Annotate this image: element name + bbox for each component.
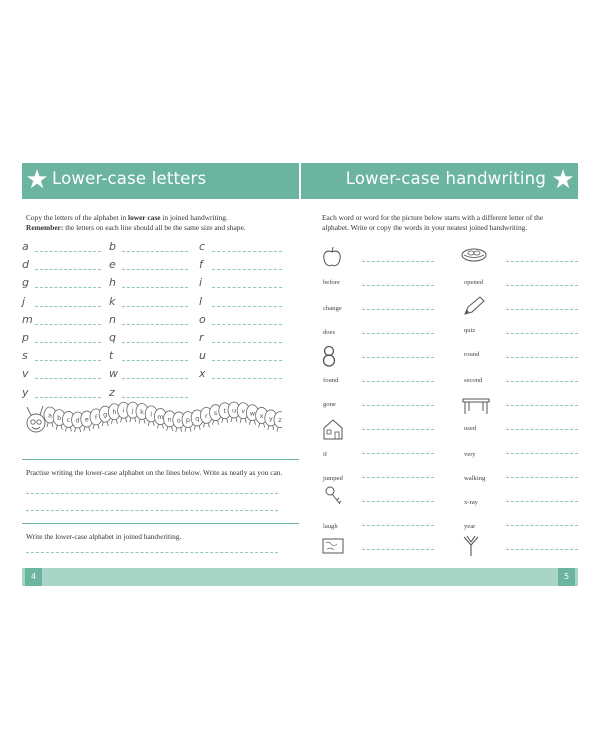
word-label: used bbox=[464, 425, 477, 432]
word-label: found bbox=[323, 377, 339, 384]
writing-line[interactable] bbox=[506, 477, 578, 478]
letter-row-h[interactable] bbox=[109, 275, 193, 289]
writing-line[interactable] bbox=[362, 285, 434, 286]
practise-line[interactable] bbox=[26, 510, 278, 511]
caterpillar-legs bbox=[194, 426, 200, 430]
caterpillar-legs bbox=[139, 419, 145, 423]
caterpillar-letter: j bbox=[131, 406, 134, 415]
letter-glyph: d bbox=[22, 258, 29, 272]
word-label: opened bbox=[464, 279, 484, 286]
letter-glyph: j bbox=[22, 294, 26, 308]
caterpillar-legs bbox=[75, 428, 81, 432]
word-label: second bbox=[464, 377, 483, 384]
writing-line[interactable] bbox=[362, 453, 434, 454]
writing-line[interactable] bbox=[362, 405, 434, 406]
letter-glyph: k bbox=[109, 294, 116, 308]
letter-glyph: s bbox=[22, 349, 28, 363]
writing-line[interactable] bbox=[362, 357, 434, 358]
writing-line[interactable] bbox=[122, 324, 188, 325]
letter-glyph: c bbox=[199, 240, 206, 253]
letter-row-n[interactable] bbox=[109, 312, 193, 326]
caterpillar-legs bbox=[259, 423, 265, 427]
writing-line[interactable] bbox=[212, 378, 282, 379]
writing-line[interactable] bbox=[362, 501, 434, 502]
letter-row-a[interactable] bbox=[22, 239, 106, 253]
word-label: very bbox=[464, 451, 476, 458]
caterpillar-legs bbox=[222, 419, 228, 423]
caterpillar-legs bbox=[102, 422, 108, 426]
caterpillar-legs bbox=[84, 427, 90, 431]
keys-icon bbox=[324, 485, 344, 507]
letter-glyph: t bbox=[109, 349, 114, 363]
star-icon: ★ bbox=[25, 165, 49, 195]
letter-row-u[interactable] bbox=[199, 348, 283, 362]
joined-line[interactable] bbox=[26, 552, 278, 553]
writing-line[interactable] bbox=[212, 324, 282, 325]
caterpillar-letter: o bbox=[176, 416, 181, 425]
caterpillar-letter: q bbox=[195, 414, 200, 423]
pencil-icon bbox=[462, 295, 486, 317]
caterpillar-letter: d bbox=[75, 416, 80, 425]
letter-glyph: o bbox=[199, 312, 206, 326]
letter-glyph: b bbox=[109, 240, 116, 253]
caterpillar-legs bbox=[65, 427, 71, 431]
caterpillar-legs bbox=[176, 428, 182, 432]
caterpillar-letter: u bbox=[231, 406, 237, 415]
letter-row-i[interactable] bbox=[199, 275, 283, 289]
caterpillar-legs bbox=[231, 418, 237, 422]
left-instruction: Copy the letters of the alphabet in lower case in joined handwriting. Remember: the letters on each line should all be the same size and shape. bbox=[26, 213, 246, 232]
writing-line[interactable] bbox=[122, 342, 188, 343]
title-banner bbox=[22, 163, 578, 199]
caterpillar-letter: i bbox=[122, 406, 125, 415]
letter-glyph: r bbox=[199, 331, 204, 344]
caterpillar-legs bbox=[203, 423, 209, 427]
star-icon: ★ bbox=[551, 165, 575, 195]
writing-line[interactable] bbox=[122, 360, 188, 361]
caterpillar-legs bbox=[213, 421, 219, 425]
letter-row-w[interactable] bbox=[109, 366, 193, 380]
word-label: before bbox=[323, 279, 340, 286]
writing-line[interactable] bbox=[506, 525, 578, 526]
writing-line[interactable] bbox=[122, 287, 188, 288]
letter-glyph: f bbox=[199, 258, 203, 272]
letter-row-r[interactable] bbox=[199, 330, 283, 344]
house-icon bbox=[322, 418, 344, 440]
word-label: jumped bbox=[323, 475, 343, 482]
caterpillar-letter: r bbox=[205, 411, 208, 420]
writing-line[interactable] bbox=[362, 429, 434, 430]
table-icon bbox=[462, 395, 490, 415]
book-spread bbox=[22, 163, 578, 588]
writing-line[interactable] bbox=[362, 333, 434, 334]
caterpillar-legs bbox=[249, 421, 255, 425]
writing-line[interactable] bbox=[35, 287, 101, 288]
caterpillar-letter: p bbox=[185, 416, 191, 425]
letter-row-x[interactable] bbox=[199, 366, 283, 380]
writing-line[interactable] bbox=[122, 251, 188, 252]
caterpillar-legs bbox=[157, 425, 163, 429]
caterpillar-letter: z bbox=[278, 416, 282, 425]
practise-instruction: Practise writing the lower-case alphabet on the lines below. Write as neatly as you can. bbox=[26, 468, 283, 477]
writing-line[interactable] bbox=[212, 360, 282, 361]
writing-line[interactable] bbox=[506, 453, 578, 454]
word-label: change bbox=[323, 305, 342, 312]
letter-glyph: y bbox=[22, 385, 29, 399]
caterpillar-legs bbox=[240, 419, 246, 423]
writing-line[interactable] bbox=[122, 378, 188, 379]
writing-line[interactable] bbox=[35, 360, 101, 361]
writing-line[interactable] bbox=[362, 549, 434, 550]
writing-line[interactable] bbox=[122, 269, 188, 270]
letter-row-l[interactable] bbox=[199, 294, 283, 308]
section-divider bbox=[22, 523, 299, 524]
letter-row-s[interactable] bbox=[22, 348, 106, 362]
word-label: quiz bbox=[464, 327, 476, 334]
caterpillar-letter: a bbox=[48, 411, 52, 420]
writing-line[interactable] bbox=[212, 251, 282, 252]
caterpillar-letter: g bbox=[103, 410, 108, 419]
caterpillar-legs bbox=[130, 418, 136, 422]
caterpillar-letter: x bbox=[259, 411, 264, 420]
letter-glyph: g bbox=[22, 276, 29, 290]
letter-row-o[interactable] bbox=[199, 312, 283, 326]
writing-line[interactable] bbox=[506, 405, 578, 406]
letter-row-j[interactable] bbox=[22, 294, 106, 308]
caterpillar-letter: h bbox=[112, 408, 117, 417]
writing-line[interactable] bbox=[212, 306, 282, 307]
letter-glyph: q bbox=[109, 331, 116, 344]
writing-line[interactable] bbox=[362, 261, 434, 262]
letter-glyph: v bbox=[22, 367, 29, 381]
caterpillar-letter: y bbox=[268, 414, 273, 423]
caterpillar-legs bbox=[121, 418, 127, 422]
letter-glyph: e bbox=[109, 258, 116, 272]
letter-glyph: m bbox=[22, 312, 33, 326]
caterpillar-letter: m bbox=[157, 413, 164, 422]
caterpillar-letter: n bbox=[167, 415, 172, 424]
writing-line[interactable] bbox=[35, 306, 101, 307]
caterpillar-legs bbox=[167, 427, 173, 431]
eight-icon bbox=[322, 345, 336, 367]
left-page-title: Lower-case letters bbox=[52, 169, 207, 188]
caterpillar-legs bbox=[277, 428, 282, 432]
writing-line[interactable] bbox=[35, 269, 101, 270]
writing-line[interactable] bbox=[362, 309, 434, 310]
writing-line[interactable] bbox=[35, 324, 101, 325]
right-page-number: 5 bbox=[558, 568, 575, 586]
caterpillar-letter: k bbox=[140, 407, 144, 416]
letter-row-g[interactable] bbox=[22, 275, 106, 289]
letter-glyph: n bbox=[109, 312, 116, 326]
writing-line[interactable] bbox=[506, 381, 578, 382]
letter-glyph: i bbox=[199, 276, 203, 290]
letter-row-f[interactable] bbox=[199, 257, 283, 271]
caterpillar-letter: b bbox=[57, 414, 62, 423]
letter-row-d[interactable] bbox=[22, 257, 106, 271]
writing-line[interactable] bbox=[506, 501, 578, 502]
caterpillar-letter: c bbox=[66, 415, 71, 424]
letter-row-t[interactable] bbox=[109, 348, 193, 362]
right-page-title: Lower-case handwriting bbox=[345, 169, 546, 188]
letter-glyph: p bbox=[22, 331, 29, 344]
word-label: x-ray bbox=[464, 499, 478, 506]
map-icon bbox=[322, 538, 344, 554]
letter-row-e[interactable] bbox=[109, 257, 193, 271]
letter-glyph: l bbox=[199, 294, 203, 308]
writing-line[interactable] bbox=[122, 306, 188, 307]
writing-line[interactable] bbox=[362, 525, 434, 526]
letter-row-m[interactable] bbox=[22, 312, 106, 326]
writing-line[interactable] bbox=[506, 285, 578, 286]
letter-row-b[interactable] bbox=[109, 239, 193, 253]
word-label: does bbox=[323, 329, 336, 336]
word-label: year bbox=[464, 523, 476, 530]
caterpillar-legs bbox=[185, 428, 191, 432]
caterpillar-legs bbox=[56, 426, 62, 430]
writing-line[interactable] bbox=[506, 429, 578, 430]
writing-line[interactable] bbox=[35, 251, 101, 252]
writing-line[interactable] bbox=[212, 342, 282, 343]
writing-line[interactable] bbox=[506, 357, 578, 358]
right-instruction: Each word or word for the picture below starts with a different letter of the alphabet. Write or copy the words in your neatest joined handwriting. bbox=[322, 213, 544, 232]
section-divider bbox=[22, 459, 299, 460]
word-label: laugh bbox=[323, 523, 338, 530]
yarn-icon bbox=[462, 535, 480, 557]
practise-line[interactable] bbox=[26, 493, 278, 494]
word-label: if bbox=[323, 451, 328, 458]
writing-line[interactable] bbox=[35, 378, 101, 379]
letter-row-k[interactable] bbox=[109, 294, 193, 308]
caterpillar-legs bbox=[111, 420, 117, 424]
caterpillar-letter: f bbox=[94, 413, 98, 422]
letter-row-c[interactable] bbox=[199, 239, 283, 253]
caterpillar-legs bbox=[93, 425, 99, 429]
writing-line[interactable] bbox=[506, 549, 578, 550]
writing-line[interactable] bbox=[506, 261, 578, 262]
caterpillar-legs bbox=[148, 422, 154, 426]
word-label: gone bbox=[323, 401, 336, 408]
letter-glyph: w bbox=[109, 367, 118, 381]
left-page-number: 4 bbox=[25, 568, 42, 586]
writing-line[interactable] bbox=[506, 309, 578, 310]
letter-glyph: u bbox=[199, 349, 206, 363]
word-label: round bbox=[464, 351, 480, 358]
writing-line[interactable] bbox=[362, 381, 434, 382]
writing-line[interactable] bbox=[35, 342, 101, 343]
writing-line[interactable] bbox=[212, 287, 282, 288]
caterpillar-letter: v bbox=[241, 407, 246, 416]
caterpillar-letter: l bbox=[150, 410, 153, 419]
letter-row-q[interactable] bbox=[109, 330, 193, 344]
letter-glyph: a bbox=[22, 240, 29, 253]
caterpillar-illustration bbox=[22, 387, 282, 445]
footer-bar bbox=[22, 568, 578, 586]
letter-row-v[interactable] bbox=[22, 366, 106, 380]
letter-glyph: h bbox=[109, 276, 116, 290]
caterpillar-letter: s bbox=[213, 409, 218, 418]
nest-icon bbox=[460, 246, 488, 262]
writing-line[interactable] bbox=[362, 477, 434, 478]
letter-glyph: x bbox=[199, 367, 206, 381]
caterpillar-letter: e bbox=[84, 415, 89, 424]
joined-instruction: Write the lower-case alphabet in joined handwriting. bbox=[26, 532, 182, 541]
apple-icon bbox=[322, 246, 342, 268]
caterpillar-letter: t bbox=[223, 407, 227, 416]
letter-glyph: z bbox=[109, 385, 115, 399]
caterpillar-legs bbox=[268, 426, 274, 430]
caterpillar-letter: w bbox=[249, 409, 256, 418]
writing-line[interactable] bbox=[212, 269, 282, 270]
banner-divider bbox=[299, 163, 301, 199]
writing-line[interactable] bbox=[506, 333, 578, 334]
caterpillar-legs bbox=[47, 423, 53, 427]
letter-row-p[interactable] bbox=[22, 330, 106, 344]
word-label: walking bbox=[464, 475, 486, 482]
